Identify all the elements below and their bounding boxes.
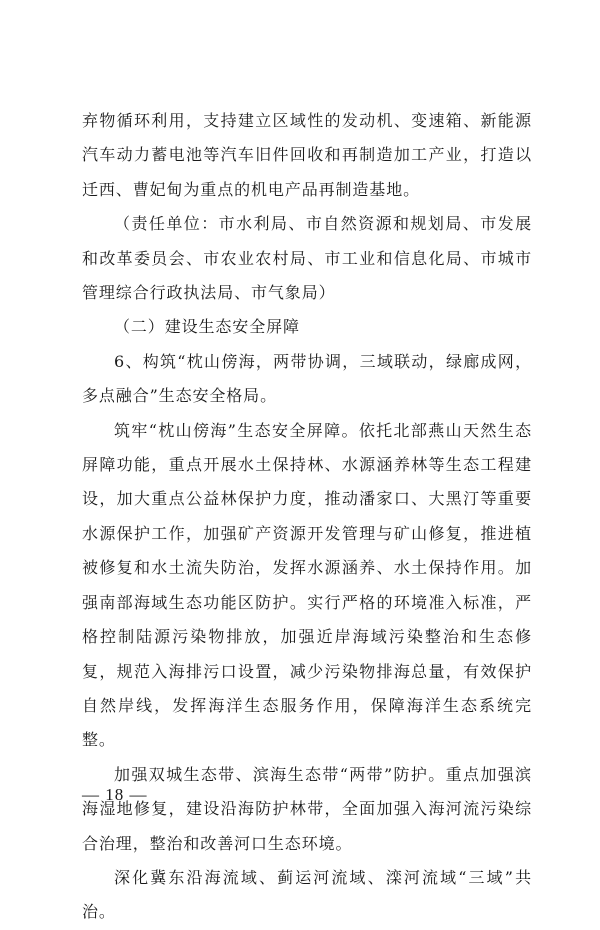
paragraph-responsible-units: （责任单位：市水利局、市自然资源和规划局、市发展和改革委员会、市农业农村局、市工业和信息化局、市城市管理综合行政执法局、市气象局）: [82, 214, 532, 303]
body-text: [82, 104, 532, 930]
paragraph-continuation: 弃物循环利用，支持建立区域性的发动机、变速箱、新能源汽车动力蓄电池等汽车旧件回收和再制造加工产业，打造以迁西、曹妃甸为重点的机电产品再制造基地。: [82, 111, 532, 199]
page-number: — 18 —: [82, 785, 148, 804]
paragraph-three-basins: 深化冀东沿海流域、蓟运河流域、滦河流域“三域”共治。: [82, 867, 532, 922]
section-heading: （二）建设生态安全屏障: [114, 317, 300, 337]
paragraph-two-belts: 加强双城生态带、滨海生态带“两带”防护。重点加强滨海湿地修复，建设沿海防护林带，全面加强入海河流污染综合治理，整治和改善河口生态环境。: [82, 764, 532, 853]
paragraph-mountain-sea-barrier: 筑牢“枕山傍海”生态安全屏障。依托北部燕山天然生态屏障功能，重点开展水土保持林、水源涵养林等生态工程建设，加大重点公益林保护力度，推动潘家口、大黑汀等重要水源保护工作，加强矿产资源开发管理与矿山修复，推进植被修复和水土流失防治，发挥水源涵养、水土保持作用。加强南部海域生态功能区防护。实行严格的环境准入标准，严格控制陆源污染物排放，加强近岸海域污染整治和生态修复，规范入海排污口设置，减少污染物排海总量，有效保护自然岸线，发挥海洋生态服务作用，保障海洋生态系统完整。: [82, 420, 532, 750]
paragraph-item-6: 6、构筑“枕山傍海，两带协调，三域联动，绿廊成网，多点融合”生态安全格局。: [82, 351, 532, 406]
